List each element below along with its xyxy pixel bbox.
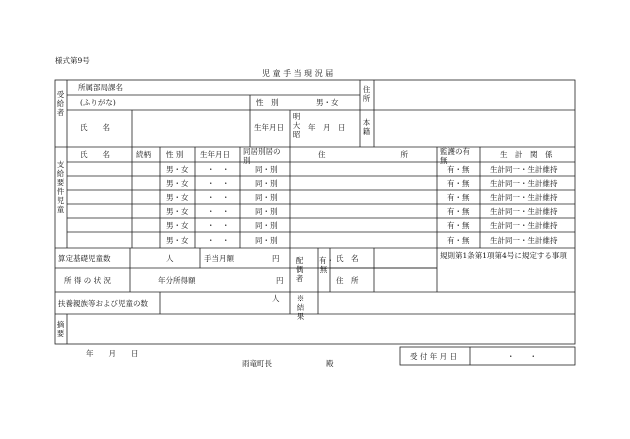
name-label: 氏 名	[80, 123, 110, 132]
row-1-livelihood[interactable]: 生計同一・生計維持	[490, 165, 558, 174]
honorific: 殿	[326, 359, 334, 368]
form-title: 児 童 手 当 現 況 届	[262, 69, 334, 78]
birth-label: 生年月日	[254, 123, 284, 132]
birth-date-value[interactable]: 年 月 日	[308, 123, 346, 132]
row-4-cohab[interactable]: 同・別	[255, 207, 278, 216]
submission-date[interactable]: 年 月 日	[86, 349, 139, 358]
row-5-cohab[interactable]: 同・別	[255, 221, 278, 230]
dependents-label: 扶養親族等および児童の数	[58, 299, 148, 308]
row-4-birth[interactable]: ・ ・	[207, 207, 230, 216]
header-cohab: 同居別居の別	[243, 147, 281, 165]
monthly-unit: 円	[272, 254, 280, 263]
monthly-label: 手当月額	[204, 254, 234, 263]
remarks-label: 摘要	[56, 320, 65, 338]
row-3-cohab[interactable]: 同・別	[255, 193, 278, 202]
row-5-sex[interactable]: 男・女	[166, 221, 189, 230]
header-livelihood: 生 計 関 係	[500, 150, 553, 159]
rule-text: 規則第1条第1項第4号に規定する事項	[440, 251, 567, 260]
base-count-unit: 人	[166, 254, 174, 263]
header-relation: 続柄	[136, 150, 151, 159]
row-3-custody[interactable]: 有・無	[447, 193, 470, 202]
header-birth: 生年月日	[200, 150, 230, 159]
row-3-livelihood[interactable]: 生計同一・生計維持	[490, 193, 558, 202]
children-section-label: 支給要件児童	[56, 160, 65, 214]
sex-label: 性 別	[256, 98, 279, 107]
row-5-birth[interactable]: ・ ・	[207, 221, 230, 230]
row-1-cohab[interactable]: 同・別	[255, 165, 278, 174]
honseki-label: 本籍	[362, 118, 371, 136]
row-1-custody[interactable]: 有・無	[447, 165, 470, 174]
dept-label: 所属部局課名	[78, 83, 123, 92]
address-label: 住所	[362, 85, 371, 103]
header-sex: 性 別	[166, 150, 184, 159]
row-2-birth[interactable]: ・ ・	[207, 179, 230, 188]
sex-value[interactable]: 男・女	[316, 98, 339, 107]
form-number: 様式第9号	[55, 56, 90, 65]
row-4-sex[interactable]: 男・女	[166, 207, 189, 216]
row-6-birth[interactable]: ・ ・	[207, 236, 230, 245]
row-6-cohab[interactable]: 同・別	[255, 236, 278, 245]
row-6-sex[interactable]: 男・女	[166, 236, 189, 245]
row-2-sex[interactable]: 男・女	[166, 179, 189, 188]
row-3-sex[interactable]: 男・女	[166, 193, 189, 202]
row-5-custody[interactable]: 有・無	[447, 221, 470, 230]
annual-income-label: 年分所得額	[158, 276, 196, 285]
result-label: ※結果	[296, 294, 305, 321]
row-6-livelihood[interactable]: 生計同一・生計維持	[490, 236, 558, 245]
spouse-name-label: 氏 名	[336, 254, 359, 263]
era-label: 明大昭	[292, 112, 301, 139]
spouse-address-label: 住 所	[336, 276, 359, 285]
recipient-section-label: 受給者	[56, 90, 65, 117]
row-3-birth[interactable]: ・ ・	[207, 193, 230, 202]
dependents-unit: 人	[272, 294, 280, 303]
row-4-custody[interactable]: 有・無	[447, 207, 470, 216]
row-5-livelihood[interactable]: 生計同一・生計維持	[490, 221, 558, 230]
header-custody: 監護の有 無	[440, 147, 478, 165]
received-date-value[interactable]: ・ ・	[507, 352, 537, 361]
header-address: 住 所	[318, 150, 408, 159]
row-1-sex[interactable]: 男・女	[166, 165, 189, 174]
row-1-birth[interactable]: ・ ・	[207, 165, 230, 174]
addressee: 雨竜町長	[242, 359, 272, 368]
income-label: 所 得 の 状 況	[64, 276, 112, 285]
row-6-custody[interactable]: 有・無	[447, 236, 470, 245]
row-2-cohab[interactable]: 同・別	[255, 179, 278, 188]
row-2-custody[interactable]: 有・無	[447, 179, 470, 188]
annual-income-unit: 円	[276, 276, 284, 285]
header-child-name: 氏 名	[80, 150, 110, 159]
row-4-livelihood[interactable]: 生計同一・生計維持	[490, 207, 558, 216]
furigana-label: (ふりがな)	[80, 98, 116, 107]
spouse-has-value[interactable]: 有・無	[319, 256, 334, 274]
row-2-livelihood[interactable]: 生計同一・生計維持	[490, 179, 558, 188]
base-count-label: 算定基礎児童数	[58, 254, 111, 263]
spouse-label: 配偶者	[295, 256, 304, 283]
received-date-label: 受 付 年 月 日	[410, 352, 458, 361]
